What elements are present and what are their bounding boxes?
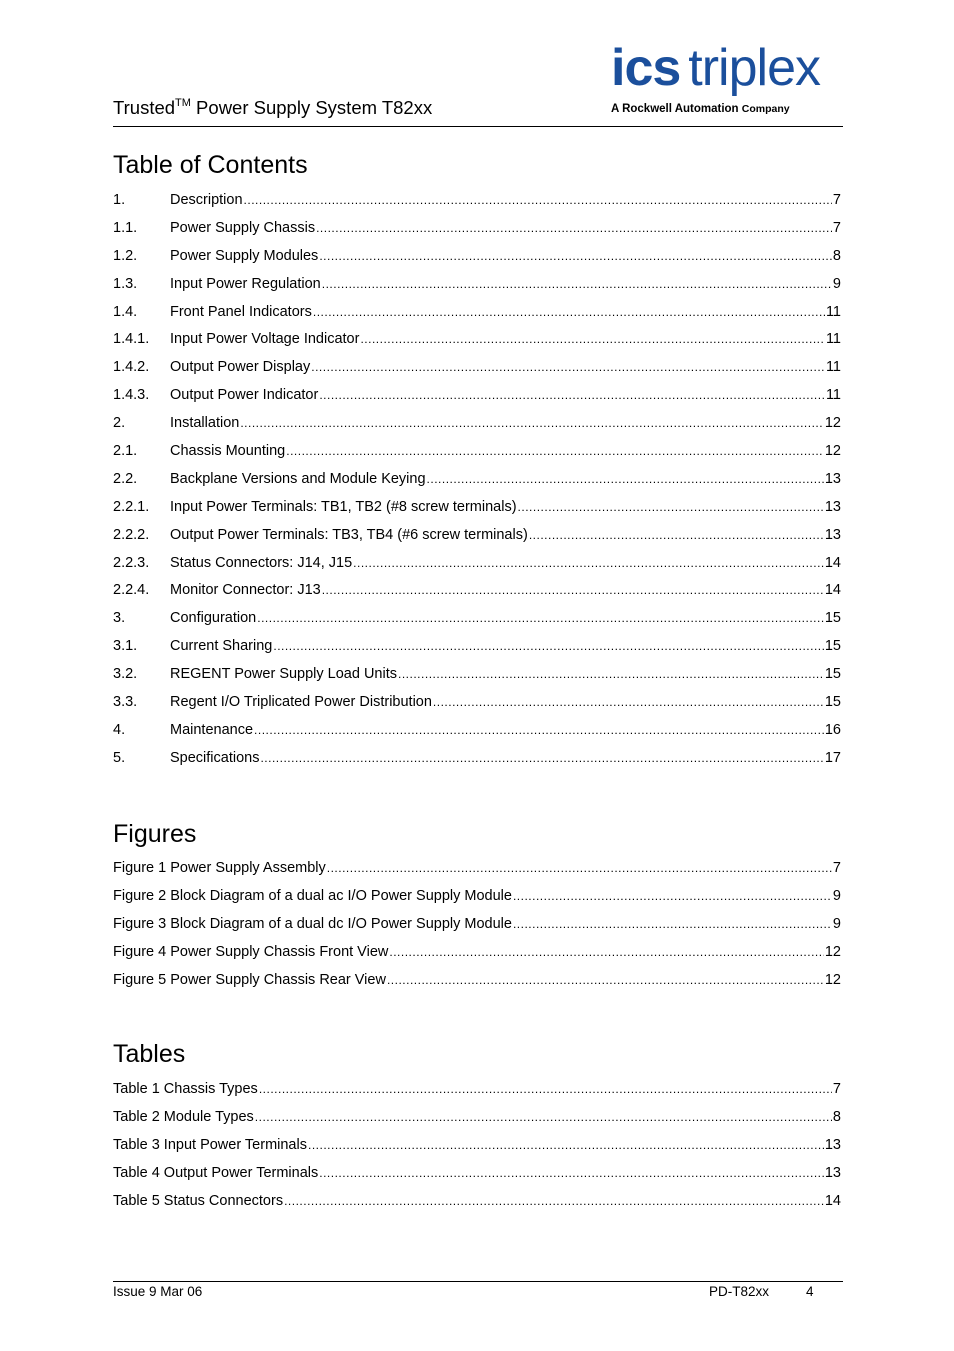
toc-entry[interactable] bbox=[113, 326, 841, 354]
entry-page-number[interactable]: 15 bbox=[824, 610, 841, 627]
toc-entry[interactable] bbox=[113, 382, 841, 410]
entry-number: 3.1. bbox=[113, 638, 138, 655]
entry-title[interactable]: Table 1 Chassis Types bbox=[113, 1081, 258, 1097]
entry-number: 1.4.1. bbox=[113, 331, 150, 348]
entry-page-number[interactable]: 16 bbox=[824, 721, 841, 738]
entry-page-number[interactable]: 12 bbox=[824, 943, 841, 960]
entry-page-number[interactable]: 13 bbox=[824, 470, 841, 487]
toc-entry[interactable] bbox=[113, 661, 841, 689]
entry-number: 1.2. bbox=[113, 247, 138, 264]
entry-title[interactable]: Backplane Versions and Module Keying bbox=[170, 470, 426, 487]
figure-entry[interactable] bbox=[113, 939, 841, 967]
dot-leader bbox=[284, 1188, 824, 1216]
dot-leader bbox=[273, 633, 824, 661]
dot-leader bbox=[308, 1132, 824, 1160]
toc-entry[interactable] bbox=[113, 299, 841, 327]
toc-entry[interactable] bbox=[113, 354, 841, 382]
logo-tagline: A Rockwell Automation bbox=[611, 103, 739, 115]
entry-number: 2.1. bbox=[113, 443, 138, 460]
entry-page-number[interactable]: 8 bbox=[832, 247, 841, 264]
entry-number: 1. bbox=[113, 192, 126, 208]
entry-title[interactable]: Power Supply Modules bbox=[170, 247, 319, 264]
toc-entry[interactable] bbox=[113, 550, 841, 578]
entry-page-number[interactable]: 7 bbox=[832, 860, 841, 876]
entry-page-number[interactable]: 13 bbox=[824, 1136, 841, 1153]
entry-number: 5. bbox=[113, 749, 126, 766]
entry-title[interactable]: Current Sharing bbox=[170, 638, 273, 655]
table-entry[interactable] bbox=[113, 1104, 841, 1132]
entry-number: 1.4.3. bbox=[113, 387, 150, 404]
figures-heading: Figures bbox=[113, 820, 197, 848]
entry-title[interactable]: Input Power Terminals: TB1, TB2 (#8 screw terminals) bbox=[170, 498, 517, 515]
entry-title[interactable]: Maintenance bbox=[170, 721, 254, 738]
dot-leader bbox=[319, 1160, 824, 1188]
entry-page-number[interactable]: 17 bbox=[824, 749, 841, 766]
table-entry[interactable] bbox=[113, 1160, 841, 1188]
entry-page-number[interactable]: 15 bbox=[824, 638, 841, 655]
entry-title[interactable]: Monitor Connector: J13 bbox=[170, 582, 321, 599]
entry-number: 4. bbox=[113, 721, 126, 738]
entry-title[interactable]: Installation bbox=[170, 415, 240, 432]
entry-title[interactable]: Table 4 Output Power Terminals bbox=[113, 1164, 319, 1181]
entry-title[interactable]: Figure 3 Block Diagram of a dual dc I/O Power Supply Module bbox=[113, 915, 512, 932]
entry-title[interactable]: Input Power Regulation bbox=[170, 275, 321, 292]
entry-title[interactable]: Figure 1 Power Supply Assembly bbox=[113, 860, 326, 876]
entry-title[interactable]: Table 3 Input Power Terminals bbox=[113, 1136, 307, 1153]
entry-page-number[interactable]: 11 bbox=[825, 303, 841, 320]
dot-leader bbox=[255, 1104, 832, 1132]
dot-leader bbox=[518, 494, 824, 522]
dot-leader bbox=[240, 410, 824, 438]
figures-list bbox=[113, 855, 841, 994]
entry-page-number[interactable]: 14 bbox=[824, 554, 841, 571]
entry-page-number[interactable]: 11 bbox=[825, 387, 841, 404]
dot-leader bbox=[319, 243, 832, 271]
entry-title[interactable]: Description bbox=[170, 192, 243, 208]
entry-title[interactable]: Status Connectors: J14, J15 bbox=[170, 554, 353, 571]
figure-entry[interactable] bbox=[113, 967, 841, 995]
entry-page-number[interactable]: 15 bbox=[824, 694, 841, 711]
entry-page-number[interactable]: 13 bbox=[824, 526, 841, 543]
dot-leader bbox=[244, 187, 832, 215]
entry-page-number[interactable]: 7 bbox=[832, 1081, 841, 1097]
dot-leader bbox=[322, 271, 832, 299]
toc-entry[interactable] bbox=[113, 605, 841, 633]
dot-leader bbox=[427, 466, 824, 494]
entry-title[interactable]: Front Panel Indicators bbox=[170, 303, 312, 320]
entry-number: 1.1. bbox=[113, 219, 138, 236]
table-entry[interactable] bbox=[113, 1076, 841, 1104]
entry-page-number[interactable]: 11 bbox=[825, 359, 841, 376]
toc-entry[interactable] bbox=[113, 494, 841, 522]
entry-page-number[interactable]: 9 bbox=[832, 915, 841, 932]
entry-title[interactable]: Output Power Indicator bbox=[170, 387, 319, 404]
entry-title[interactable]: Configuration bbox=[170, 610, 257, 627]
entry-title[interactable]: Figure 2 Block Diagram of a dual ac I/O Power Supply Module bbox=[113, 887, 512, 904]
entry-title[interactable]: Input Power Voltage Indicator bbox=[170, 331, 360, 348]
entry-page-number[interactable]: 12 bbox=[824, 415, 841, 432]
dot-leader bbox=[327, 855, 832, 883]
entry-number: 2.2.2. bbox=[113, 526, 150, 543]
dot-leader bbox=[398, 661, 824, 689]
entry-title[interactable]: Output Power Display bbox=[170, 359, 311, 376]
dot-leader bbox=[433, 689, 824, 717]
toc-entry[interactable] bbox=[113, 215, 841, 243]
ics-triplex-logo bbox=[611, 39, 843, 115]
entry-title[interactable]: Power Supply Chassis bbox=[170, 219, 316, 236]
toc-entry[interactable] bbox=[113, 522, 841, 550]
entry-page-number[interactable]: 12 bbox=[824, 443, 841, 460]
footer-document-id: PD-T82xx bbox=[709, 1284, 770, 1299]
dot-leader bbox=[353, 550, 824, 578]
toc-entry[interactable] bbox=[113, 577, 841, 605]
dot-leader bbox=[254, 717, 824, 745]
entry-page-number[interactable]: 13 bbox=[824, 498, 841, 515]
entry-page-number[interactable]: 9 bbox=[832, 887, 841, 904]
entry-page-number[interactable]: 13 bbox=[824, 1164, 841, 1181]
toc-entry[interactable] bbox=[113, 438, 841, 466]
entry-title[interactable]: Table 5 Status Connectors bbox=[113, 1192, 284, 1209]
dot-leader bbox=[387, 967, 824, 995]
toc-entry[interactable] bbox=[113, 689, 841, 717]
entry-page-number[interactable]: 8 bbox=[832, 1108, 841, 1125]
entry-title[interactable]: Output Power Terminals: TB3, TB4 (#6 screw terminals) bbox=[170, 526, 528, 543]
figure-entry[interactable] bbox=[113, 883, 841, 911]
entry-number: 3.2. bbox=[113, 666, 138, 683]
table-entry[interactable] bbox=[113, 1188, 841, 1216]
tables-heading: Tables bbox=[113, 1040, 186, 1068]
dot-leader bbox=[311, 354, 825, 382]
toc-entry[interactable] bbox=[113, 633, 841, 661]
logo-triplex-text: triplex bbox=[688, 39, 821, 97]
toc-list bbox=[113, 187, 841, 773]
entry-page-number[interactable]: 7 bbox=[832, 219, 841, 236]
entry-page-number[interactable]: 12 bbox=[824, 971, 841, 988]
dot-leader bbox=[259, 1076, 832, 1104]
entry-number: 3.3. bbox=[113, 694, 138, 711]
entry-title[interactable]: REGENT Power Supply Load Units bbox=[170, 666, 398, 683]
dot-leader bbox=[513, 883, 832, 911]
toc-entry[interactable] bbox=[113, 745, 841, 773]
entry-number: 1.4. bbox=[113, 303, 138, 320]
figure-entry[interactable] bbox=[113, 911, 841, 939]
dot-leader bbox=[322, 577, 824, 605]
title-rest: Power Supply System T82xx bbox=[190, 97, 433, 118]
entry-number: 2.2.4. bbox=[113, 582, 150, 599]
entry-page-number[interactable]: 14 bbox=[824, 582, 841, 599]
entry-number: 2.2. bbox=[113, 470, 138, 487]
dot-leader bbox=[260, 745, 823, 773]
title-trusted: Trusted bbox=[113, 97, 176, 118]
logo-ics-text: ics bbox=[611, 39, 681, 97]
header-divider bbox=[113, 126, 843, 127]
entry-number: 2. bbox=[113, 415, 126, 432]
entry-page-number[interactable]: 11 bbox=[825, 331, 841, 348]
entry-title[interactable]: Figure 4 Power Supply Chassis Front View bbox=[113, 943, 389, 960]
dot-leader bbox=[529, 522, 824, 550]
dot-leader bbox=[513, 911, 832, 939]
entry-title[interactable]: Table 2 Module Types bbox=[113, 1108, 254, 1125]
entry-page-number[interactable]: 14 bbox=[824, 1192, 841, 1209]
entry-page-number[interactable]: 15 bbox=[824, 666, 841, 683]
entry-title[interactable]: Figure 5 Power Supply Chassis Rear View bbox=[113, 971, 386, 988]
toc-entry[interactable] bbox=[113, 271, 841, 299]
dot-leader bbox=[319, 382, 825, 410]
document-title bbox=[113, 97, 432, 119]
entry-number: 2.2.1. bbox=[113, 498, 150, 515]
toc-entry[interactable] bbox=[113, 243, 841, 271]
toc-entry[interactable] bbox=[113, 466, 841, 494]
logo-company: Company bbox=[741, 103, 790, 115]
entry-number: 1.3. bbox=[113, 275, 138, 292]
footer-issue: Issue 9 Mar 06 bbox=[113, 1284, 203, 1299]
dot-leader bbox=[316, 215, 832, 243]
figure-entry[interactable] bbox=[113, 855, 841, 883]
toc-entry[interactable] bbox=[113, 187, 841, 215]
toc-heading: Table of Contents bbox=[113, 151, 308, 179]
entry-page-number[interactable]: 7 bbox=[832, 192, 841, 208]
entry-number: 3. bbox=[113, 610, 126, 627]
trademark-sup: TM bbox=[175, 97, 191, 109]
dot-leader bbox=[286, 438, 824, 466]
entry-title[interactable]: Specifications bbox=[170, 749, 260, 766]
footer-divider bbox=[113, 1281, 843, 1282]
toc-entry[interactable] bbox=[113, 717, 841, 745]
footer-page-number: 4 bbox=[806, 1284, 814, 1299]
entry-number: 2.2.3. bbox=[113, 554, 150, 571]
entry-title[interactable]: Chassis Mounting bbox=[170, 443, 286, 460]
entry-page-number[interactable]: 9 bbox=[832, 275, 841, 292]
dot-leader bbox=[257, 605, 824, 633]
toc-entry[interactable] bbox=[113, 410, 841, 438]
dot-leader bbox=[360, 326, 825, 354]
dot-leader bbox=[313, 299, 825, 327]
dot-leader bbox=[389, 939, 824, 967]
table-entry[interactable] bbox=[113, 1132, 841, 1160]
entry-number: 1.4.2. bbox=[113, 359, 150, 376]
tables-list bbox=[113, 1076, 841, 1215]
entry-title[interactable]: Regent I/O Triplicated Power Distribution bbox=[170, 694, 432, 711]
